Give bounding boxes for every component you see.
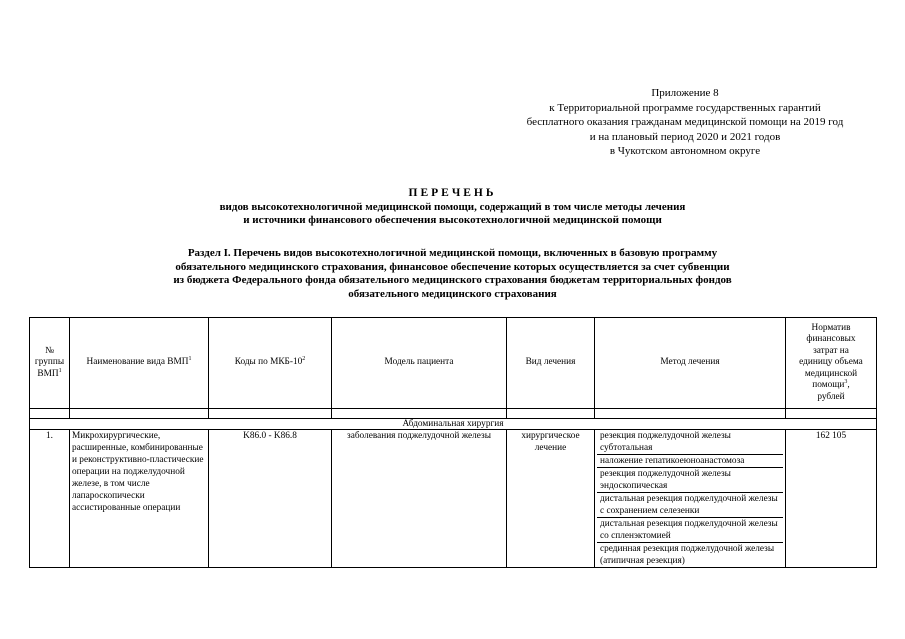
cell-patient-model: заболевания поджелудочной железы: [332, 430, 507, 568]
method-item: дистальная резекция поджелудочной железы с сохранением селезенки: [597, 493, 783, 518]
table-spacer-row: [30, 409, 877, 419]
cell-cost-norm: 162 105: [786, 430, 877, 568]
table-section-row: [30, 419, 877, 430]
appendix-line: и на плановый период 2020 и 2021 годов: [589, 130, 781, 143]
method-item: резекция поджелудочной железы эндоскопическая: [597, 468, 783, 493]
title-main: ПЕРЕЧЕНЬ: [408, 187, 497, 199]
header-treatment-type: Вид лечения: [507, 318, 595, 409]
header-patient-model: Модель пациента: [332, 318, 507, 409]
method-item: дистальная резекция поджелудочной железы со спленэктомией: [597, 518, 783, 543]
cell-icd-codes: K86.0 - K86.8: [209, 430, 332, 568]
section-title: [95, 247, 810, 301]
header-cost-norm: Норматив финансовых затрат на единицу объема медицинской помощи$^3$, рублей: [786, 318, 877, 409]
header-group-number: № группы ВМП$^1$: [30, 318, 70, 409]
title-line: видов высокотехнологичной медицинской помощи, содержащий в том числе методы лечения: [219, 200, 686, 213]
vmp-table: [29, 317, 877, 568]
title-line: и источники финансового обеспечения высокотехнологичной медицинской помощи: [243, 214, 662, 226]
section-abdominal-surgery: Абдоминальная хирургия: [30, 419, 877, 430]
method-item: срединная резекция поджелудочной железы (атипичная резекция): [600, 544, 775, 566]
cell-group-number: 1.: [30, 430, 70, 568]
appendix-header: [490, 86, 880, 159]
appendix-line: Приложение 8: [651, 87, 719, 99]
section-line: обязательного медицинского страхования: [348, 287, 557, 300]
section-line: обязательного медицинского страхования, финансовое обеспечение которых осуществляется за счет субвенции: [175, 260, 730, 273]
cell-vmp-name: Микрохирургические, расширенные, комбинированные и реконструктивно-пластические операции на поджелудочной железе, в том числе лапароскопически ассистированные операции: [70, 430, 209, 568]
header-icd-codes: Коды по МКБ-$10^2$: [209, 318, 332, 409]
section-line: Раздел I. Перечень видов высокотехнологичной медицинской помощи, включенных в базовую программу: [187, 247, 718, 259]
document-title: [100, 187, 805, 228]
table-row: [30, 430, 877, 568]
cell-treatment-methods: [595, 430, 786, 568]
appendix-line: в Чукотском автономном округе: [609, 145, 761, 157]
header-vmp-name: Наименование вида ВМП$^1$: [70, 318, 209, 409]
header-treatment-method: Метод лечения: [595, 318, 786, 409]
table-header-row: [30, 318, 877, 409]
section-line: из бюджета Федерального фонда обязательного медицинского страхования бюджетам территориальных фондов: [173, 274, 732, 286]
cell-treatment-type: хирургическое лечение: [507, 430, 595, 568]
method-item: резекция поджелудочной железы субтотальная: [597, 430, 783, 455]
appendix-line: к Территориальной программе государственных гарантий: [549, 101, 821, 114]
method-item: наложение гепатикоеюноанастомоза: [597, 455, 783, 468]
appendix-line: бесплатного оказания гражданам медицинской помощи на 2019 год: [526, 116, 844, 128]
